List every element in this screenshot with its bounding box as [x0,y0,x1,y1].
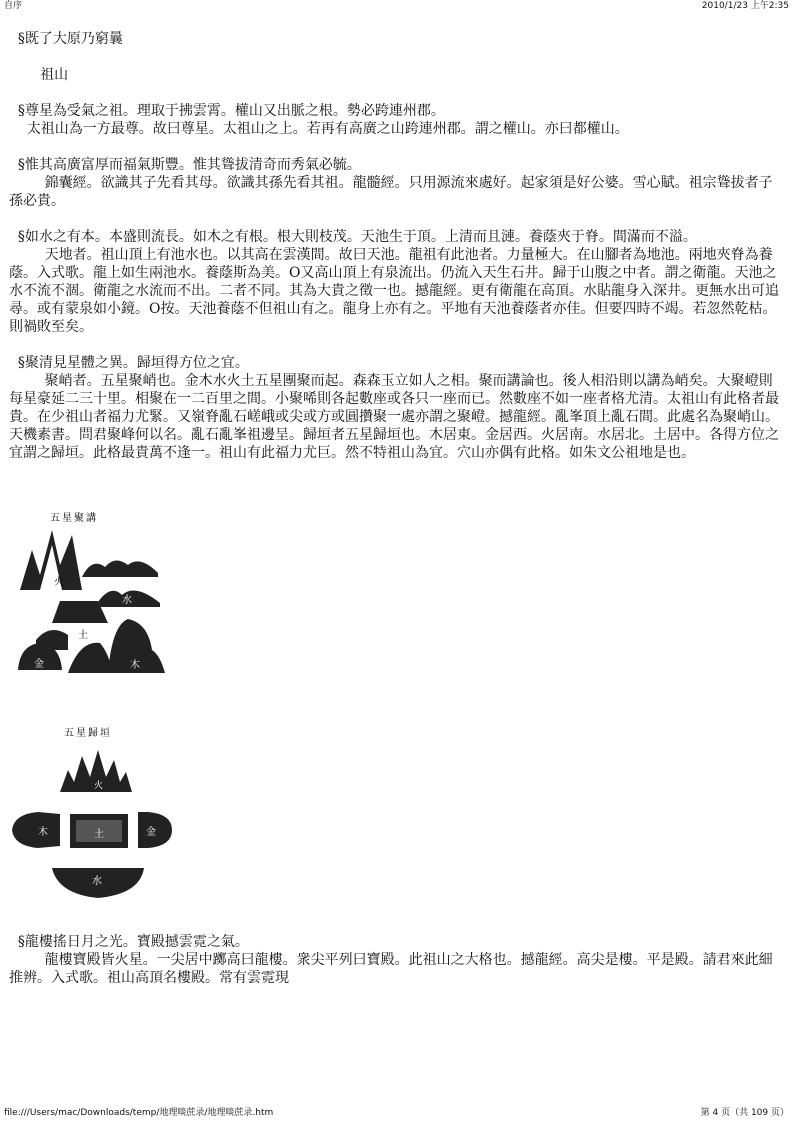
page-title: 自序 [4,1,23,11]
wood-east-shape [12,812,60,848]
earth-label: 土 [78,630,88,641]
metal-label: 金 [146,827,156,838]
fire-label: 火 [94,781,104,791]
chapter-title: 祖山 [9,67,69,83]
mountain-illustration [10,505,170,680]
water-ridge-shape [82,560,158,577]
browser-print-header [4,0,789,12]
five-elements-diagram [8,722,178,912]
five-stars-returning-figure [8,722,178,912]
commentary-paragraph: 錦囊經。欲識其子先看其母。欲識其孫先看其祖。龍髓經。只用源流來處好。起家須是好公婆。雪心賦。祖宗聳拔者子孫必貴。 [9,175,773,209]
wood-label: 木 [130,660,140,671]
commentary-paragraph: 天地者。祖山頂上有池水也。以其高在雲漢間。故曰天池。龍祖有此池者。力量極大。在山腳者為地池。兩地夾脊為養蔭。入式歌。龍上如生兩池水。養蔭斯為美。O又高山頂上有泉流出。仍流入天生石井。歸于山腹之中者。謂之衛龍。天池之水不流不涸。衛龍之水流而不出。二者不同。其為大貴之徵一也。撼龍經。更有衛龍在高頂。水貼龍身入深井。更無水出可追尋。或有蒙泉如小鏡。O按。天池養蔭不但祖山有之。龍身上亦有之。平地有天池養蔭者亦佳。但要四時不竭。若忽然乾枯。則禍敗至矣。 [9,247,779,335]
verse-paragraph: §如水之有本。本盛則流長。如木之有根。根大則枝茂。天池生于頂。上清而且漣。養蔭夾于脊。間滿而不溢。 [9,229,697,245]
verse-paragraph: §龍樓搖日月之光。寶殿撼雲霓之氣。 [9,934,249,950]
five-stars-gathering-figure [10,505,170,680]
commentary-paragraph: 龍樓寶殿皆火星。一尖居中躑高曰龍樓。衆尖平列曰寶殿。此祖山之大格也。撼龍經。高尖是樓。平是殿。請君來此細推辨。入式歌。祖山高頂名樓殿。常有雲霓現 [9,952,773,986]
document-body [9,30,785,462]
metal-label: 金 [34,659,44,670]
commentary-paragraph: 太祖山為一方最尊。故曰尊星。太祖山之上。若再有高廣之山跨連州郡。謂之權山。亦曰都權山。 [9,121,629,137]
earth-label: 土 [94,829,104,840]
commentary-paragraph: 聚峭者。五星聚峭也。金木水火土五星團聚而起。森森玉立如人之相。聚而講論也。後人相沿則以講為峭矣。大聚嶝則每星豪延二三十里。相聚在一二百里之間。小聚唏則各起數座或各只一座而已。然數座不如一座者格尤清。太祖山有此格者最貴。在少祖山者福力尤緊。又嶺脊亂石嵯峨或尖或方或圓攢聚一處亦謂之聚嶝。撼龍經。亂峯頂上亂石間。此處名為聚峭山。天機素書。問君聚峰何以名。亂石亂峯祖邊呈。歸垣者五星歸垣也。木居東。金居西。火居南。水居北。土居中。各得方位之宜謂之歸垣。此格最貴萬不逢一。祖山有此福力尤巨。然不特祖山為宜。穴山亦偶有此格。如朱文公祖地是也。 [9,373,779,461]
verse-paragraph: §惟其高廣富厚而福氣斯豐。惟其聳拔清奇而秀氣必毓。 [9,157,361,173]
water-label: 水 [122,595,132,606]
document-body-continued [9,933,785,987]
wood-label: 木 [38,827,48,838]
file-path: file:///Users/mac/Downloads/temp/地理啖蔗录/地理啖蔗录.htm [4,1108,274,1118]
section-heading: §既了大原乃窮曩 [9,31,123,47]
figure-title: 五星歸垣 [64,728,112,739]
browser-print-footer [4,1106,789,1120]
verse-paragraph: §尊星為受氣之祖。理取于拂雲霄。權山又出脈之根。勢必跨連州郡。 [9,103,445,119]
print-datetime: 2010/1/23 上午2:35 [701,1,789,11]
verse-paragraph: §聚清見星體之異。歸垣得方位之宜。 [9,355,249,371]
page-number: 第 4 页（共 109 页） [700,1108,789,1118]
water-label: 水 [92,876,102,887]
fire-label: 火 [54,577,64,588]
figure-title: 五星聚講 [50,513,98,524]
